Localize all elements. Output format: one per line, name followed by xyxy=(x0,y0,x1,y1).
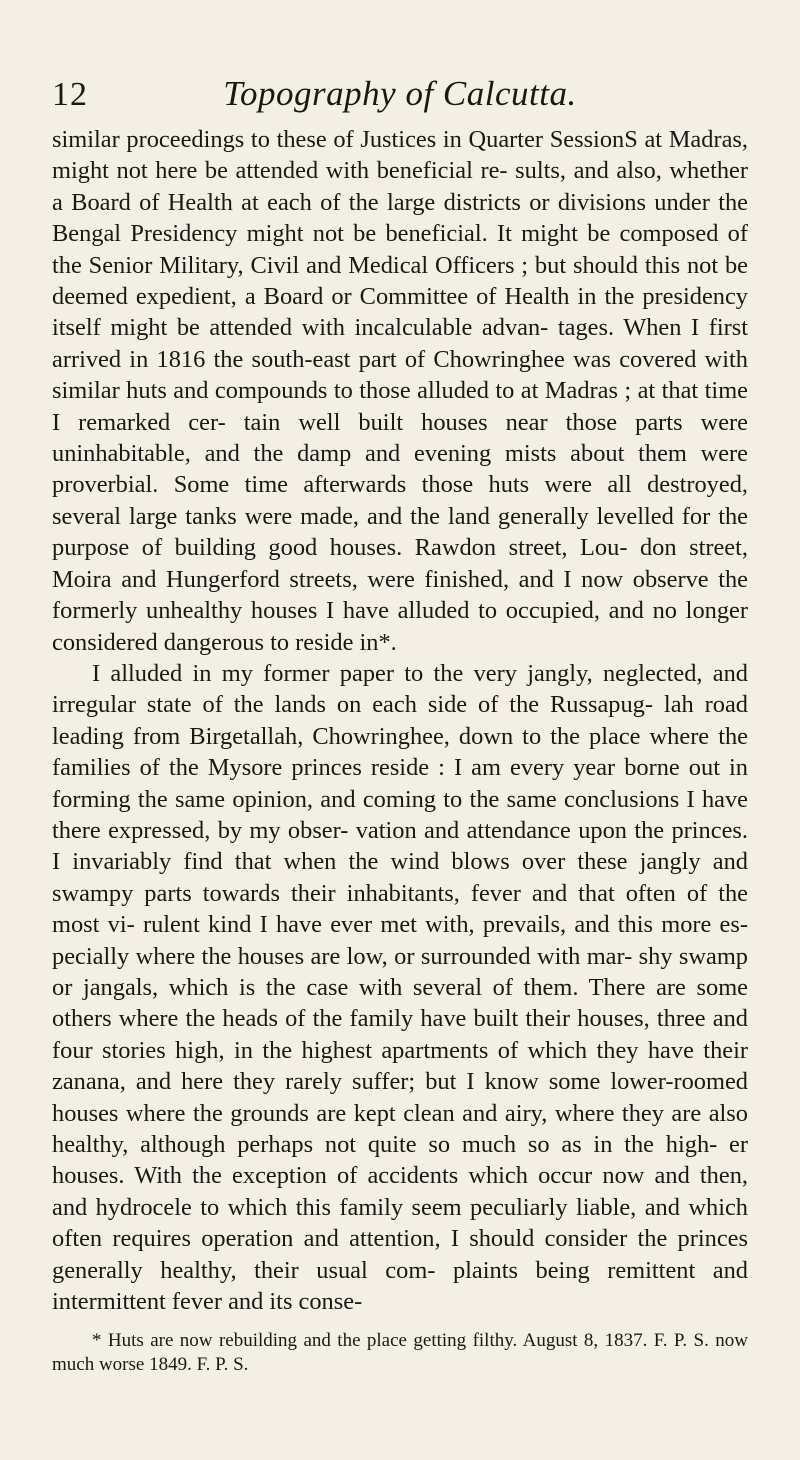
page-number: 12 xyxy=(52,76,88,113)
footnote: * Huts are now rebuilding and the place getting filthy. August 8, 1837. F. P. S. now much worse 1849. F. P. S. xyxy=(52,1330,748,1376)
running-title: Topography of Calcutta. xyxy=(223,74,577,113)
paragraph-1: similar proceedings to these of Justices in Quarter SessionS at Madras, might not here be attended with beneficial re- sults, and also, whether a Board of Health at each of the large districts or divisions under the Bengal Presidency might not be beneficial. It might be composed of the Senior Military, Civil and Medical Officers ; but should this not be deemed expedient, a Board or Committee of Health in the presidency itself might be attended with incalculable advan- tages. When I first arrived in 1816 the south-east part of Chowringhee was covered with similar huts and compounds to those alluded to at Madras ; at that time I remarked cer- tain well built houses near those parts were uninhabitable, and the damp and evening mists about them were proverbial. Some time afterwards those huts were all destroyed, several large tanks were made, and the land generally levelled for the purpose of building good houses. Rawdon street, Lou- don street, Moira and Hungerford streets, were finished, and I now observe the formerly unhealthy houses I have alluded to occupied, and no longer considered dangerous to reside in*. xyxy=(52,126,748,656)
paragraph-2: I alluded in my former paper to the very jangly, neglected, and irregular state of the lands on each side of the Russapug- lah road leading from Birgetallah, Chowringhee, down to the place where the families of the Mysore princes reside : I am every year borne out in forming the same opinion, and coming to the same conclusions I have there expressed, by my obser- vation and attendance upon the princes. I invariably find that when the wind blows over these jangly and swampy parts towards their inhabitants, fever and that often of the most vi- rulent kind I have ever met with, prevails, and this more es- pecially where the houses are low, or surrounded with mar- shy swamp or jangals, which is the case with several of them. There are some others where the heads of the family have built their houses, three and four stories high, in the highest apartments of which they have their zanana, and here they rarely suffer; but I know some lower-roomed houses where the grounds are kept clean and airy, where they are also healthy, although perhaps not quite so much so as in the high- er houses. With the exception of accidents which occur now and then, and hydrocele to which this family seem peculiarly liable, and which often requires operation and attention, I should consider the princes generally healthy, their usual com- plaints being remittent and intermittent fever and its conse- xyxy=(52,659,748,1316)
page-header xyxy=(52,62,748,113)
